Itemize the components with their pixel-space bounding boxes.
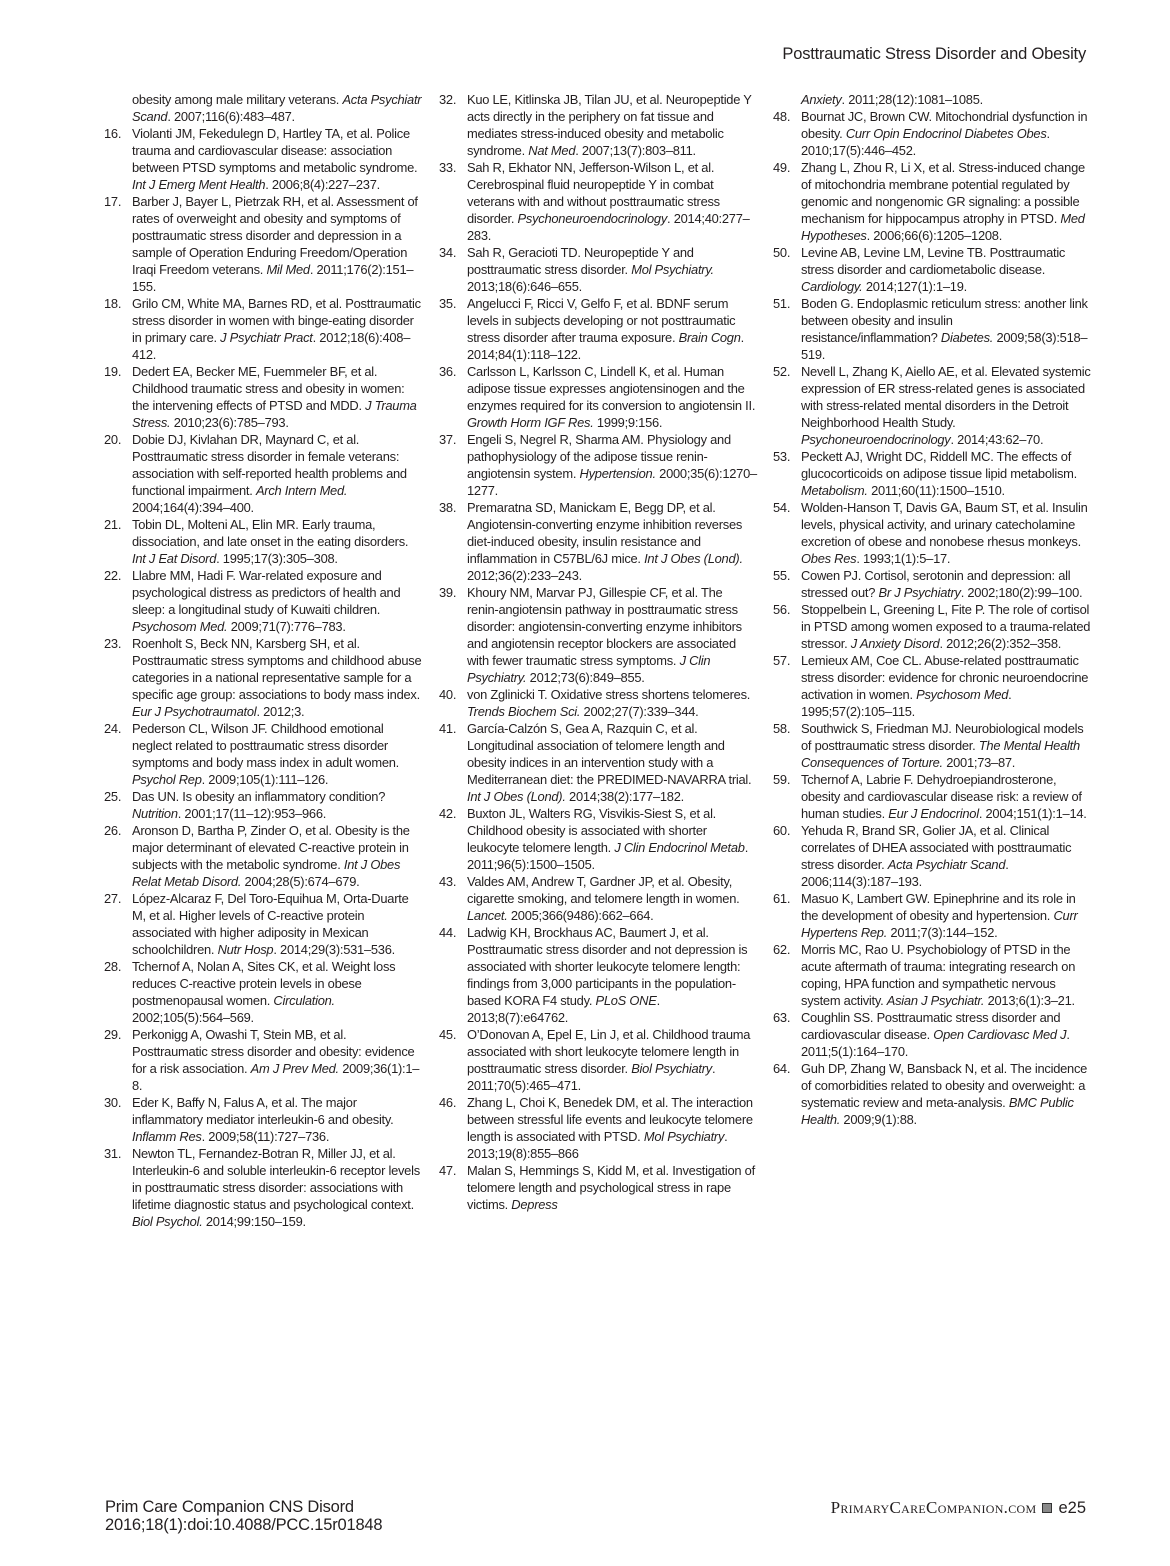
reference-journal: PLoS ONE xyxy=(595,993,657,1008)
reference-text: Lemieux AM, Coe CL. Abuse-related posttraumatic stress disorder: evidence for chronic neuroendocrine activation in women. xyxy=(801,653,1089,702)
reference-journal: J Trauma Stress. xyxy=(132,398,417,430)
reference-citation: . 1995;17(3):305–308. xyxy=(216,551,338,566)
reference-citation: . 2009;58(11):727–736. xyxy=(201,1129,330,1144)
reference-journal: Psychoneuroendocrinology xyxy=(517,211,668,226)
reference-journal: Psychoneuroendocrinology xyxy=(801,432,951,447)
reference-item xyxy=(773,1060,1091,1128)
reference-journal: Mol Psychiatry. xyxy=(631,262,714,277)
reference-text: Sah R, Geracioti TD. Neuropeptide Y and posttraumatic stress disorder. xyxy=(467,245,694,277)
reference-citation: . 2011;28(12):1081–1085. xyxy=(841,92,983,107)
reference-number: 64. xyxy=(773,1061,791,1076)
reference-item xyxy=(104,788,422,822)
reference-item xyxy=(439,159,757,244)
reference-citation: . 2014;43:62–70. xyxy=(950,432,1044,447)
reference-text: Valdes AM, Andrew T, Gardner JP, et al. Obesity, cigarette smoking, and telomere length in women. xyxy=(467,874,740,906)
reference-citation: . 2013;8(7):e64762. xyxy=(467,993,660,1025)
reference-citation: . 2011;96(5):1500–1505. xyxy=(467,840,749,872)
reference-number: 19. xyxy=(104,364,122,379)
reference-citation: 2002;105(5):564–569. xyxy=(132,1010,254,1025)
reference-item xyxy=(773,601,1091,652)
reference-number: 41. xyxy=(439,721,457,736)
reference-item xyxy=(439,720,757,805)
reference-item xyxy=(439,431,757,499)
reference-text: Tobin DL, Molteni AL, Elin MR. Early trauma, dissociation, and late onset in the eating disorders. xyxy=(132,517,409,549)
reference-number: 61. xyxy=(773,891,791,906)
reference-citation: . 2010;17(5):446–452. xyxy=(801,126,1050,158)
page-number: e25 xyxy=(1058,1498,1086,1517)
reference-text: Malan S, Hemmings S, Kidd M, et al. Investigation of telomere length and psychological stress in rape victims. xyxy=(467,1163,755,1212)
reference-citation: . 2006;66(6):1205–1208. xyxy=(866,228,1003,243)
reference-item xyxy=(439,873,757,924)
reference-number: 47. xyxy=(439,1163,457,1178)
reference-citation: . 2002;180(2):99–100. xyxy=(960,585,1083,600)
reference-number: 43. xyxy=(439,874,457,889)
reference-number: 54. xyxy=(773,500,791,515)
reference-journal: Biol Psychol. xyxy=(132,1214,203,1229)
references-column-1 xyxy=(104,91,422,1230)
reference-item xyxy=(439,499,757,584)
reference-number: 52. xyxy=(773,364,791,379)
reference-number: 40. xyxy=(439,687,457,702)
reference-journal: J Psychiatr Pract xyxy=(220,330,313,345)
reference-citation: 1999;9:156. xyxy=(593,415,663,430)
reference-number: 20. xyxy=(104,432,122,447)
reference-item xyxy=(773,1009,1091,1060)
reference-number: 51. xyxy=(773,296,791,311)
reference-citation: 2014;99:150–159. xyxy=(202,1214,306,1229)
reference-number: 21. xyxy=(104,517,122,532)
reference-journal: Circulation. xyxy=(273,993,335,1008)
reference-text: Aronson D, Bartha P, Zinder O, et al. Obesity is the major determinant of elevated C-reactive protein in subjects with the metabolic syndrome. xyxy=(132,823,410,872)
reference-item xyxy=(104,890,422,958)
reference-number: 42. xyxy=(439,806,457,821)
reference-item xyxy=(773,499,1091,567)
reference-citation: . 2013;19(8):855–866 xyxy=(467,1129,728,1161)
reference-journal: Am J Prev Med. xyxy=(250,1061,339,1076)
reference-journal: Obes Res xyxy=(801,551,857,566)
reference-text: Tchernof A, Nolan A, Sites CK, et al. Weight loss reduces C-reactive protein levels in obese postmenopausal women. xyxy=(132,959,396,1008)
reference-text: Violanti JM, Fekedulegn D, Hartley TA, et al. Police trauma and cardiovascular disease: association between PTSD symptoms and metabolic syndrome. xyxy=(132,126,418,175)
reference-item xyxy=(104,958,422,1026)
reference-text: Tchernof A, Labrie F. Dehydroepiandrosterone, obesity and cardiovascular disease risk: a review of human studies. xyxy=(801,772,1082,821)
reference-citation: . 1995;57(2):105–115. xyxy=(801,687,1012,719)
reference-item xyxy=(773,890,1091,941)
reference-journal: Psychol Rep xyxy=(132,772,202,787)
reference-text: Pederson CL, Wilson JF. Childhood emotional neglect related to posttraumatic stress disorder symptoms and body mass index in adult women. xyxy=(132,721,399,770)
reference-text: Zhang L, Choi K, Benedek DM, et al. The interaction between stressful life events and leukocyte telomere length is associated with PTSD. xyxy=(467,1095,753,1144)
reference-number: 39. xyxy=(439,585,457,600)
reference-citation: . 2001;17(11–12):953–966. xyxy=(177,806,327,821)
reference-item xyxy=(773,720,1091,771)
footer-site xyxy=(831,1498,1086,1518)
reference-number: 34. xyxy=(439,245,457,260)
reference-item xyxy=(439,91,757,159)
reference-number: 55. xyxy=(773,568,791,583)
reference-item xyxy=(439,924,757,1026)
references-column-3 xyxy=(773,91,1091,1128)
reference-text: Kuo LE, Kitlinska JB, Tilan JU, et al. Neuropeptide Y acts directly in the periphery on fat tissue and mediates stress-induced obesity and metabolic syndrome. xyxy=(467,92,752,158)
reference-journal: Asian J Psychiatr. xyxy=(886,993,985,1008)
reference-citation: 2012;36(2):233–243. xyxy=(467,568,582,583)
reference-citation: . 2009;105(1):111–126. xyxy=(201,772,329,787)
footer-doi: 2016;18(1):doi:10.4088/PCC.15r01848 xyxy=(105,1516,383,1534)
reference-text: von Zglinicki T. Oxidative stress shortens telomeres. xyxy=(467,687,751,702)
reference-number: 23. xyxy=(104,636,122,651)
reference-item xyxy=(773,567,1091,601)
reference-item xyxy=(773,108,1091,159)
reference-text: Premaratna SD, Manickam E, Begg DP, et al. Angiotensin-converting enzyme inhibition reverses diet-induced obesity, insulin resistance and inflammation in C57BL/6J mice. xyxy=(467,500,743,566)
reference-text: Morris MC, Rao U. Psychobiology of PTSD in the acute aftermath of trauma: integrating research on coping, HPA function and sympathetic nervous system activity. xyxy=(801,942,1076,1008)
reference-text: Coughlin SS. Posttraumatic stress disorder and cardiovascular disease. xyxy=(801,1010,1061,1042)
references-column-2 xyxy=(439,91,757,1213)
reference-item xyxy=(439,584,757,686)
reference-number: 62. xyxy=(773,942,791,957)
reference-citation: . 2011;176(2):151–155. xyxy=(132,262,414,294)
reference-number: 53. xyxy=(773,449,791,464)
reference-number: 37. xyxy=(439,432,457,447)
reference-text: López-Alcaraz F, Del Toro-Equihua M, Orta-Duarte M, et al. Higher levels of C-reactive protein associated with higher adiposity in Mexican schoolchildren. xyxy=(132,891,409,957)
reference-journal: J Clin Endocrinol Metab xyxy=(614,840,745,855)
reference-citation: 2004;28(5):674–679. xyxy=(241,874,360,889)
reference-citation: 2000;35(6):1270–1277. xyxy=(467,466,757,498)
square-bullet-icon xyxy=(1042,1503,1052,1513)
reference-text: Grilo CM, White MA, Barnes RD, et al. Posttraumatic stress disorder in women with binge-eating disorder in primary care. xyxy=(132,296,421,345)
reference-number: 16. xyxy=(104,126,122,141)
reference-journal: The Mental Health Consequences of Torture. xyxy=(801,738,1080,770)
reference-number: 46. xyxy=(439,1095,457,1110)
reference-number: 24. xyxy=(104,721,122,736)
reference-journal: Metabolism. xyxy=(801,483,868,498)
site-link[interactable]: PrimaryCareCompanion.com xyxy=(830,1498,1037,1517)
reference-text: Newton TL, Fernandez-Botran R, Miller JJ, et al. Interleukin-6 and soluble interleukin-6 receptor levels in posttraumatic stress disorder: associations with lifetime diagnostic status and psychological context. xyxy=(132,1146,420,1212)
reference-journal: Eur J Psychotraumatol xyxy=(132,704,257,719)
reference-text: Angelucci F, Ricci V, Gelfo F, et al. BDNF serum levels in subjects developing or not posttraumatic stress disorder after trauma exposure. xyxy=(467,296,736,345)
reference-citation: 2012;73(6):849–855. xyxy=(526,670,645,685)
reference-journal: Psychosom Med. xyxy=(132,619,228,634)
reference-journal: Curr Opin Endocrinol Diabetes Obes xyxy=(845,126,1047,141)
reference-number: 59. xyxy=(773,772,791,787)
reference-number: 38. xyxy=(439,500,457,515)
reference-journal: Curr Hypertens Rep. xyxy=(801,908,1078,940)
reference-journal: Cardiology. xyxy=(801,279,863,294)
reference-item xyxy=(773,771,1091,822)
reference-text: Zhang L, Zhou R, Li X, et al. Stress-induced change of mitochondria membrane potential regulated by genomic and nongenomic GR signaling: a possible mechanism for hippocampus atrophy in PTSD. xyxy=(801,160,1085,226)
reference-item xyxy=(773,363,1091,448)
reference-text: Guh DP, Zhang W, Bansback N, et al. The incidence of comorbidities related to obesity and overweight: a systematic review and meta-analysis. xyxy=(801,1061,1088,1110)
reference-journal: Nutrition xyxy=(132,806,178,821)
reference-continuation xyxy=(104,91,422,125)
reference-journal: Eur J Endocrinol xyxy=(888,806,979,821)
reference-citation: 2013;6(1):3–21. xyxy=(984,993,1075,1008)
reference-item xyxy=(439,244,757,295)
reference-text: Carlsson L, Karlsson C, Lindell K, et al. Human adipose tissue expresses angiotensinogen and the enzymes required for its conversion to angiotensin II. xyxy=(467,364,756,413)
reference-citation: . 2012;26(2):352–358. xyxy=(939,636,1062,651)
reference-text: Wolden-Hanson T, Davis GA, Baum ST, et al. Insulin levels, physical activity, and urinary catecholamine excretion of obese and nonobese rhesus monkeys. xyxy=(801,500,1088,549)
running-head-title: Posttraumatic Stress Disorder and Obesity xyxy=(782,45,1086,63)
reference-citation: 2014;38(2):177–182. xyxy=(565,789,684,804)
reference-citation: . 2014;40:277–283. xyxy=(467,211,750,243)
reference-journal: Psychosom Med xyxy=(916,687,1009,702)
reference-citation: 2001;73–87. xyxy=(942,755,1016,770)
reference-text: Yehuda R, Brand SR, Golier JA, et al. Clinical correlates of DHEA associated with posttraumatic stress disorder. xyxy=(801,823,1072,872)
reference-text: Boden G. Endoplasmic reticulum stress: another link between obesity and insulin resistance/inflammation? xyxy=(801,296,1088,345)
reference-journal: Nutr Hosp xyxy=(217,942,274,957)
reference-journal: Inflamm Res xyxy=(132,1129,202,1144)
reference-item xyxy=(104,720,422,788)
reference-journal: Brain Cogn xyxy=(678,330,741,345)
reference-journal: Med Hypotheses xyxy=(801,211,1085,243)
reference-item xyxy=(439,295,757,363)
reference-text: Buxton JL, Walters RG, Visvikis-Siest S, et al. Childhood obesity is associated with shorter leukocyte telomere length. xyxy=(467,806,717,855)
reference-text: Khoury NM, Marvar PJ, Gillespie CF, et al. The renin-angiotensin pathway in posttraumatic stress disorder: angiotensin-converting enzyme inhibitors and angiotensin receptor blockers are associated with fewer traumatic stress symptoms. xyxy=(467,585,742,668)
reference-number: 45. xyxy=(439,1027,457,1042)
reference-item xyxy=(104,635,422,720)
reference-text: Levine AB, Levine LM, Levine TB. Posttraumatic stress disorder and cardiometabolic disease. xyxy=(801,245,1066,277)
reference-citation: . 2014;84(1):118–122. xyxy=(467,330,744,362)
reference-journal: Hypertension. xyxy=(579,466,656,481)
reference-number: 48. xyxy=(773,109,791,124)
reference-item xyxy=(773,295,1091,363)
reference-item xyxy=(773,652,1091,720)
reference-text: obesity among male military veterans. xyxy=(132,92,343,107)
reference-citation: . 2007;116(6):483–487. xyxy=(167,109,295,124)
reference-number: 50. xyxy=(773,245,791,260)
reference-continuation xyxy=(773,91,1091,108)
reference-item xyxy=(439,686,757,720)
footer-citation xyxy=(105,1498,382,1534)
reference-item xyxy=(104,1094,422,1145)
reference-number: 56. xyxy=(773,602,791,617)
reference-number: 25. xyxy=(104,789,122,804)
reference-text: Das UN. Is obesity an inflammatory condition? xyxy=(132,789,386,804)
reference-citation: . 2006;114(3):187–193. xyxy=(801,857,1009,889)
reference-citation: 2010;23(6):785–793. xyxy=(170,415,289,430)
reference-number: 49. xyxy=(773,160,791,175)
reference-citation: . 2006;8(4):227–237. xyxy=(265,177,380,192)
reference-journal: Trends Biochem Sci. xyxy=(467,704,581,719)
reference-text: Barber J, Bayer L, Pietrzak RH, et al. Assessment of rates of overweight and obesity and symptoms of posttraumatic stress disorder and depression in a sample of Operation Enduring Freedom/Operation Iraqi Freedom veterans. xyxy=(132,194,418,277)
reference-item xyxy=(773,244,1091,295)
reference-journal: J Anxiety Disord xyxy=(850,636,940,651)
reference-citation: 2011;60(11):1500–1510. xyxy=(867,483,1005,498)
footer-journal-name: Prim Care Companion CNS Disord xyxy=(105,1498,354,1516)
reference-text: Eder K, Baffy N, Falus A, et al. The major inflammatory mediator interleukin-6 and obesity. xyxy=(132,1095,394,1127)
reference-citation: 2002;27(7):339–344. xyxy=(580,704,699,719)
reference-journal: Biol Psychiatry xyxy=(631,1061,712,1076)
reference-citation: 2004;164(4):394–400. xyxy=(132,500,254,515)
reference-citation: 2009;58(3):518–519. xyxy=(801,330,1088,362)
reference-number: 57. xyxy=(773,653,791,668)
reference-text: Stoppelbein L, Greening L, Fite P. The role of cortisol in PTSD among women exposed to a trauma-related stressor. xyxy=(801,602,1091,651)
reference-text: O’Donovan A, Epel E, Lin J, et al. Childhood trauma associated with short leukocyte telomere length in posttraumatic stress disorder. xyxy=(467,1027,751,1076)
reference-item xyxy=(104,1026,422,1094)
reference-journal: Mil Med xyxy=(266,262,310,277)
reference-journal: BMC Public Health. xyxy=(801,1095,1074,1127)
reference-number: 18. xyxy=(104,296,122,311)
reference-journal: Mol Psychiatry xyxy=(643,1129,725,1144)
reference-text: García-Calzón S, Gea A, Razquin C, et al. Longitudinal association of telomere length and obesity indices in an intervention study with a Mediterranean diet: the PREDIMED-NAVARRA trial. xyxy=(467,721,752,787)
reference-journal: Open Cardiovasc Med J xyxy=(933,1027,1067,1042)
reference-text: Bournat JC, Brown CW. Mitochondrial dysfunction in obesity. xyxy=(801,109,1088,141)
reference-journal: Br J Psychiatry xyxy=(878,585,961,600)
reference-journal: Acta Psychiatr Scand xyxy=(887,857,1006,872)
reference-item xyxy=(773,822,1091,890)
reference-text: Dobie DJ, Kivlahan DR, Maynard C, et al. Posttraumatic stress disorder in female veterans: association with self-reported health problems and functional impairment. xyxy=(132,432,407,498)
reference-citation: 2009;36(1):1–8. xyxy=(132,1061,420,1093)
reference-item xyxy=(104,193,422,295)
reference-citation: 2013;18(6):646–655. xyxy=(467,279,582,294)
reference-journal: Nat Med xyxy=(528,143,576,158)
reference-number: 31. xyxy=(104,1146,122,1161)
reference-journal: Int J Obes Relat Metab Disord. xyxy=(132,857,401,889)
reference-text: Dedert EA, Becker ME, Fuemmeler BF, et al. Childhood traumatic stress and obesity in women: the intervening effects of PTSD and MDD. xyxy=(132,364,405,413)
reference-journal: Anxiety xyxy=(801,92,842,107)
reference-number: 30. xyxy=(104,1095,122,1110)
reference-citation: 2014;127(1):1–19. xyxy=(862,279,967,294)
reference-number: 58. xyxy=(773,721,791,736)
reference-journal: Diabetes. xyxy=(940,330,994,345)
reference-item xyxy=(104,822,422,890)
reference-citation: . 2011;70(5):465–471. xyxy=(467,1061,716,1093)
reference-journal: J Clin Psychiatry. xyxy=(467,653,711,685)
reference-text: Perkonigg A, Owashi T, Stein MB, et al. Posttraumatic stress disorder and obesity: evidence for a risk association. xyxy=(132,1027,415,1076)
reference-number: 32. xyxy=(439,92,457,107)
reference-item xyxy=(104,567,422,635)
reference-journal: Arch Intern Med. xyxy=(255,483,348,498)
reference-citation: . 2011;5(1):164–170. xyxy=(801,1027,1070,1059)
reference-citation: . 1993;1(1):5–17. xyxy=(856,551,951,566)
reference-text: Nevell L, Zhang K, Aiello AE, et al. Elevated systemic expression of ER stress-related genes is associated with stress-related mental disorders in the Detroit Neighborhood Health Study. xyxy=(801,364,1091,430)
reference-item xyxy=(104,363,422,431)
reference-number: 28. xyxy=(104,959,122,974)
reference-text: Engeli S, Negrel R, Sharma AM. Physiology and pathophysiology of the adipose tissue renin-angiotensin system. xyxy=(467,432,731,481)
reference-citation: 2009;71(7):776–783. xyxy=(227,619,346,634)
reference-item xyxy=(104,125,422,193)
reference-journal: Lancet. xyxy=(467,908,508,923)
reference-number: 63. xyxy=(773,1010,791,1025)
reference-number: 22. xyxy=(104,568,122,583)
reference-item xyxy=(439,1094,757,1162)
reference-text: Llabre MM, Hadi F. War-related exposure and psychological distress as predictors of health and sleep: a longitudinal study of Kuwaiti children. xyxy=(132,568,401,617)
reference-journal: Int J Eat Disord xyxy=(132,551,217,566)
reference-number: 60. xyxy=(773,823,791,838)
reference-citation: . 2012;3. xyxy=(256,704,305,719)
reference-text: Sah R, Ekhator NN, Jefferson-Wilson L, et al. Cerebrospinal fluid neuropeptide Y in combat veterans with and without posttraumatic stress disorder. xyxy=(467,160,720,226)
reference-citation: . 2012;18(6):408–412. xyxy=(132,330,411,362)
reference-number: 17. xyxy=(104,194,122,209)
reference-text: Peckett AJ, Wright DC, Riddell MC. The effects of glucocorticoids on adipose tissue lipid metabolism. xyxy=(801,449,1078,481)
reference-text: Roenholt S, Beck NN, Karsberg SH, et al. Posttraumatic stress symptoms and childhood abuse categories in a national representative sample for a specific age group: associations to body mass index. xyxy=(132,636,422,702)
reference-item xyxy=(104,1145,422,1230)
reference-number: 29. xyxy=(104,1027,122,1042)
reference-journal: Growth Horm IGF Res. xyxy=(467,415,594,430)
reference-item xyxy=(773,448,1091,499)
reference-item xyxy=(104,431,422,516)
reference-journal: Int J Obes (Lond). xyxy=(467,789,566,804)
reference-number: 26. xyxy=(104,823,122,838)
reference-citation: . 2004;151(1):1–14. xyxy=(978,806,1087,821)
reference-number: 35. xyxy=(439,296,457,311)
reference-number: 44. xyxy=(439,925,457,940)
reference-citation: . 2007;13(7):803–811. xyxy=(575,143,696,158)
reference-item xyxy=(104,295,422,363)
reference-item xyxy=(439,1162,757,1213)
reference-item xyxy=(439,363,757,431)
reference-item xyxy=(773,941,1091,1009)
reference-text: Masuo K, Lambert GW. Epinephrine and its role in the development of obesity and hypertension. xyxy=(801,891,1076,923)
reference-journal: Int J Obes (Lond). xyxy=(644,551,743,566)
reference-text: Ladwig KH, Brockhaus AC, Baumert J, et al. Posttraumatic stress disorder and not depression is associated with shorter leukocyte telomere length: findings from 3,000 participants in the population-based KORA F4 study. xyxy=(467,925,748,1008)
reference-item xyxy=(439,805,757,873)
reference-citation: 2009;9(1):88. xyxy=(840,1112,917,1127)
reference-journal: Depress xyxy=(511,1197,558,1212)
reference-citation: . 2014;29(3):531–536. xyxy=(273,942,395,957)
reference-number: 36. xyxy=(439,364,457,379)
reference-citation: 2011;7(3):144–152. xyxy=(887,925,998,940)
reference-citation: 2005;366(9486):662–664. xyxy=(507,908,654,923)
reference-journal: Acta Psychiatr Scand xyxy=(132,92,422,124)
reference-number: 27. xyxy=(104,891,122,906)
reference-text: Cowen PJ. Cortisol, serotonin and depression: all stressed out? xyxy=(801,568,1071,600)
reference-text: Southwick S, Friedman MJ. Neurobiological models of posttraumatic stress disorder. xyxy=(801,721,1084,753)
reference-item xyxy=(773,159,1091,244)
reference-number: 33. xyxy=(439,160,457,175)
reference-journal: Int J Emerg Ment Health xyxy=(132,177,266,192)
reference-item xyxy=(439,1026,757,1094)
reference-item xyxy=(104,516,422,567)
